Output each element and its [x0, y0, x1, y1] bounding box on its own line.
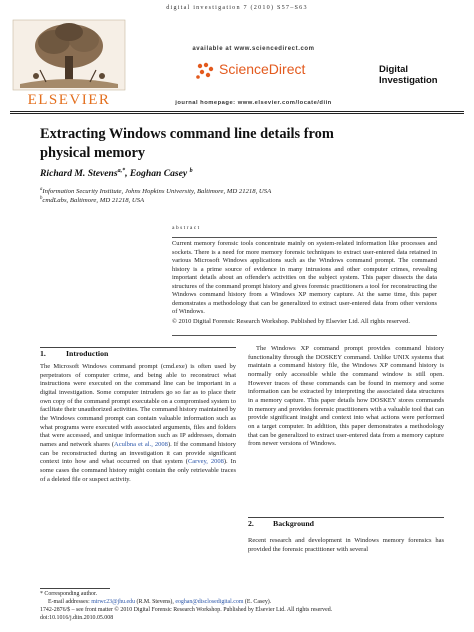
abstract-copyright: © 2010 Digital Forensic Research Workshop. Published by Elsevier Ltd. All rights reserved.	[172, 317, 410, 325]
section-1-number: 1.	[40, 349, 46, 358]
affiliation-b	[40, 196, 144, 204]
intro-text: The Microsoft Windows command prompt (cmd.exe) is often used by perpetrators of computer crime, and being able to reconstruct what instructions were executed on the command line can be important in a digital investigation. Some computer intruders go so far as to place their own copy of the command prompt executable on a compromised system to facilitate their unauthorized activities. The command history maintained by the Windows command prompt can contain valuable information such as what programs were executed with associated arguments, files and folders that were accessed, and unique information such as IP addresses, domain names and network shares (	[40, 363, 236, 448]
affiliation-mark: a	[40, 187, 43, 192]
article-title	[40, 125, 440, 163]
intro-paragraph-2	[248, 345, 444, 449]
elsevier-logo	[10, 18, 128, 108]
citation-link[interactable]: Aculbna et al., 2008	[114, 440, 168, 448]
abstract-text: Current memory forensic tools concentrate mainly on system-related information like processes and sockets. There is a need for more memory forensic techniques to extract user-entered data retained in various Microsoft Windows applications such as the Windows command prompt. The command history is a prime source of evidence in many intrusions and other computer crimes, revealing important details about an offender's activities on the subject system. This paper dissects the data structures of the command prompt history and gives forensic practitioners a tool for reconstructing the Windows command history from a Windows XP memory capture. At the same time, this paper demonstrates a methodology that can be generalized to extract user-entered data from other versions of Windows.	[172, 240, 437, 316]
affiliation-mark: b	[40, 196, 43, 201]
citation-link[interactable]: Carvey, 2008	[187, 458, 224, 466]
email-link[interactable]: mirwc23@jhu.edu	[91, 599, 136, 605]
email-link[interactable]: eoghan@disclosedigital.com	[175, 599, 244, 605]
journal-masthead	[131, 40, 376, 106]
journal-logo-line2: Investigation	[379, 75, 438, 86]
elsevier-tree-icon	[10, 18, 128, 92]
footnotes	[40, 590, 460, 622]
available-at-line[interactable]: available at www.sciencedirect.com	[192, 46, 315, 52]
title-line-1: Extracting Windows command line details from	[40, 126, 334, 142]
author-name: Richard M. Stevens	[40, 168, 118, 180]
abstract-rule	[172, 237, 437, 238]
background-text: Recent research and development in Windows memory forensics has provided the forensic practitioner with several	[248, 537, 444, 553]
email-owner: (E. Casey).	[243, 599, 272, 605]
author-marks: a,*	[117, 168, 126, 174]
abstract-heading: abstract	[172, 225, 201, 231]
abstract-body	[172, 240, 437, 326]
footnote-rule	[40, 588, 110, 589]
affiliation-text: cmdLabs, Baltimore, MD 21218, USA	[42, 197, 145, 205]
author-list	[40, 168, 193, 179]
intro-text: ). If the command history can be reconstructed during an investigation it can provide significant context into how and what occurred on that system (	[40, 440, 237, 466]
corresponding-author-note: * Corresponding author.	[40, 591, 98, 597]
sciencedirect-mark-icon	[193, 60, 217, 82]
section-1-heading: Introduction	[66, 349, 109, 358]
email-owner: (R.M. Stevens),	[135, 599, 176, 605]
journal-logo	[379, 64, 469, 86]
doi-line[interactable]: doi:10.1016/j.diin.2010.05.008	[40, 615, 114, 621]
abstract-end-rule	[172, 335, 437, 336]
affiliation-a	[40, 187, 271, 195]
intro-text: ). In some cases the command history might contain the only retrievable traces of a deleted file or suspect activity.	[40, 458, 236, 483]
journal-logo-line1: Digital	[379, 64, 409, 75]
elsevier-wordmark: ELSEVIER	[27, 92, 111, 108]
author-name: Eoghan Casey	[129, 168, 188, 180]
author-marks: b	[189, 168, 193, 174]
affiliation-text: Information Security Institute, Johns Hopkins University, Baltimore, MD 21218, USA	[42, 188, 272, 196]
section-2-heading: Background	[273, 519, 315, 528]
running-head: digital investigation 7 (2010) S57–S63	[166, 4, 308, 11]
header-rule-double	[10, 113, 464, 114]
issn-line: 1742-2876/$ – see front matter © 2010 Digital Forensic Research Workshop. Published by Elsevier Ltd. All rights reserved.	[40, 607, 333, 613]
journal-homepage-line[interactable]: journal homepage: www.elsevier.com/locate/diin	[175, 100, 332, 106]
sciencedirect-wordmark: ScienceDirect	[219, 61, 306, 77]
author-separator: ,	[125, 168, 130, 180]
section-2-number: 2.	[248, 519, 254, 528]
sciencedirect-logo[interactable]	[193, 60, 323, 82]
email-label: E-mail addresses:	[48, 599, 92, 605]
intro-right-text: The Windows XP command prompt provides command history functionality through the DOSKEY command. Unlike UNIX systems that maintain a command history file, the Windows XP command history is normally only accessible while the command window is still open. However traces of these commands can be found in memory and some information can be extracted by interpreting the associated data structures in a memory capture. This paper details how DOSKEY stores commands in memory and provides forensic practitioners with a valuable tool that can provide significant insight and context into what actions were performed on a target computer. In addition, this paper demonstrates a methodology that can be generalized to extract user-entered data from a memory capture from newer versions of Windows.	[248, 345, 444, 448]
title-line-2: physical memory	[40, 145, 146, 161]
section-rule	[248, 517, 444, 518]
email-line	[40, 598, 460, 606]
background-paragraph	[248, 537, 444, 554]
intro-paragraph-1	[40, 363, 236, 484]
header-rule	[10, 111, 464, 112]
section-rule	[40, 347, 236, 348]
